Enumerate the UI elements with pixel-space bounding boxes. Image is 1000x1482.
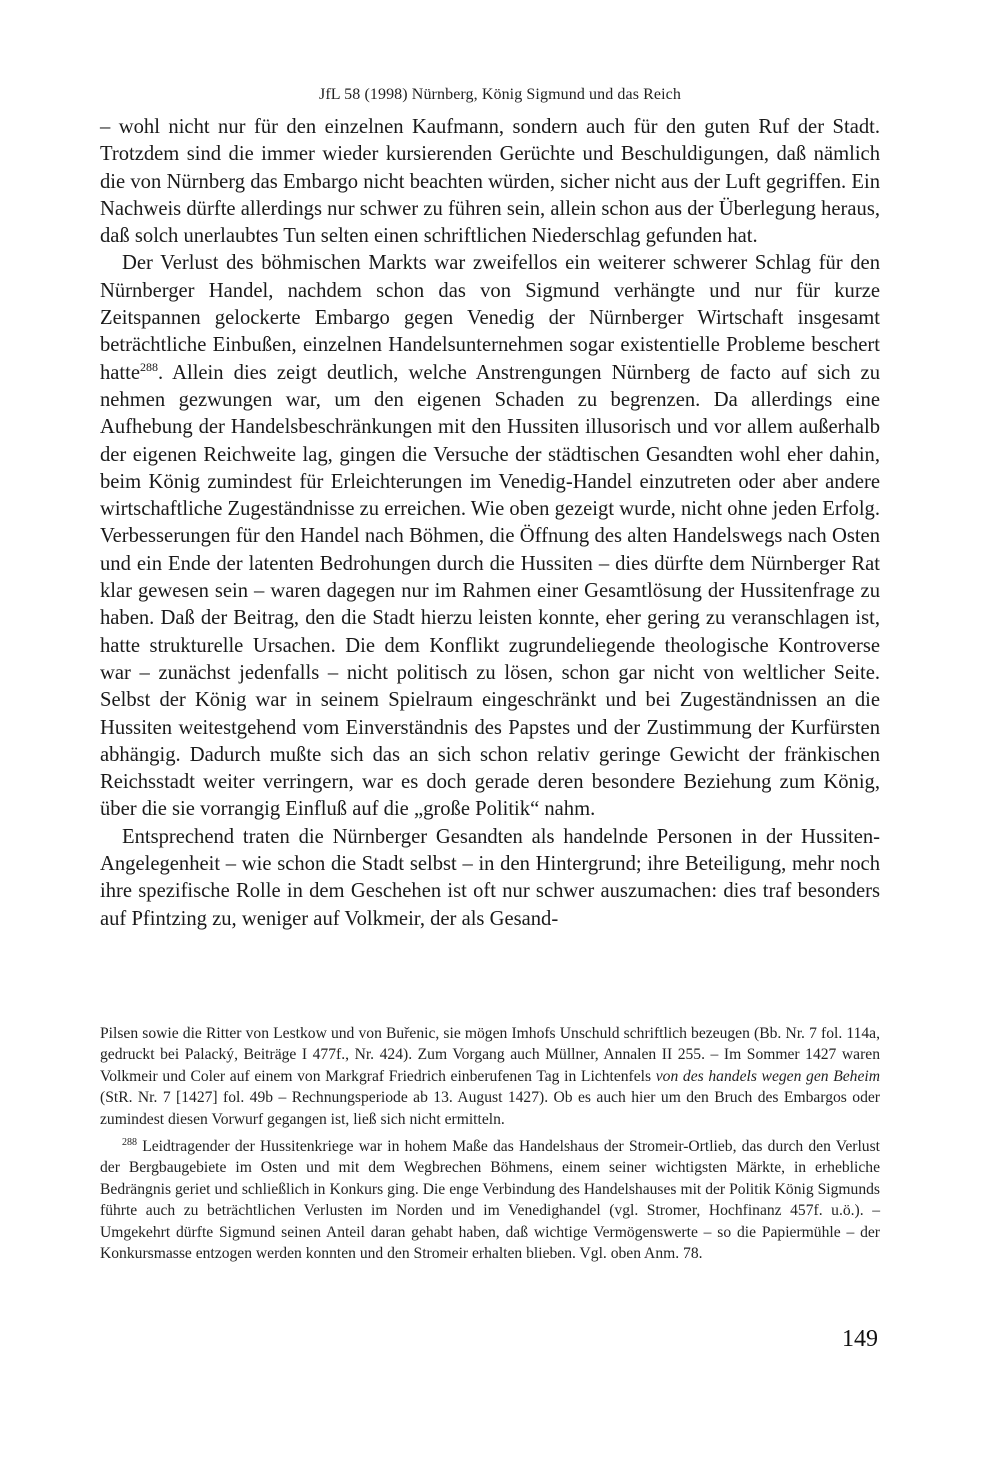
paragraph-2-part-b: . Allein dies zeigt deutlich, welche Anstrengungen Nürnberg de facto auf sich zu nehmen gezwungen war, um den eigenen Schaden zu begrenzen. Da allerdings eine Aufhebung der Handelsbeschränkungen mit den Hussiten illusorisch und vor allem außerhalb der eigenen Reichweite lag, gingen die Versuche der städtischen Gesandten wohl eher dahin, beim König zumindest für Erleichterungen im Venedig-Handel einzutreten oder aber andere wirtschaftliche Zugeständnisse zu erreichen. Wie oben gezeigt wurde, nicht ohne jeden Erfolg. Verbesserungen für den Handel nach Böhmen, die Öffnung des alten Handelswegs nach Osten und ein Ende der latenten Bedrohungen durch die Hussiten – dies dürfte dem Nürnberger Rat klar gewesen sein – waren dagegen nur im Rahmen einer Gesamtlösung der Hussitenfrage zu haben. Daß der Beitrag, den die Stadt hierzu leisten konnte, eher gering zu veranschlagen ist, hatte strukturelle Ursachen. Die dem Konflikt zugrundeliegende theologische Kontroverse war – zunächst jedenfalls – nicht politisch zu lösen, schon gar nicht von weltlicher Seite. Selbst der König war in seinem Spielraum eingeschränkt und bei Zugeständnissen an die Hussiten weitestgehend vom Einverständnis des Papstes und der Zustimmung der Kurfürsten abhängig. Dadurch mußte sich das an sich schon relativ geringe Gewicht der fränkischen Reichsstadt weiter verringern, war es doch gerade deren besondere Beziehung zum König, über die sie vorrangig Einfluß auf die „große Politik“ nahm. xyxy=(100,361,880,821)
footnote-288-mark: 288 xyxy=(122,1136,137,1148)
footnote-288 xyxy=(100,1136,880,1264)
paragraph-3: Entsprechend traten die Nürnberger Gesandten als handelnde Personen in der Hussiten-Angelegenheit – wie schon die Stadt selbst – in den Hintergrund; ihre Beteiligung, mehr noch ihre spezifische Rolle in dem Geschehen ist oft nur schwer auszumachen: dies traf besonders auf Pfintzing zu, weniger auf Volkmeir, der als Gesand- xyxy=(100,825,880,930)
running-head: JfL 58 (1998) Nürnberg, König Sigmund und das Reich xyxy=(319,86,681,103)
paragraph-2-part-a: Der Verlust des böhmischen Markts war zweifellos ein weiterer schwerer Schlag für den Nürnberger Handel, nachdem schon das von Sigmund verhängte und nur für kurze Zeitspannen gelockerte Embargo gegen Venedig der Nürnberger Wirtschaft insgesamt beträchtliche Einbußen, einzelnen Handelsunternehmen sogar existentielle Probleme beschert hatte xyxy=(100,252,880,384)
main-text xyxy=(100,114,880,933)
paragraph-1: – wohl nicht nur für den einzelnen Kaufmann, sondern auch für den guten Ruf der Stadt. Trotzdem sind die immer wieder kursierenden Gerüchte und Beschuldigungen, daß nämlich die von Nürnberg das Embargo nicht beachten würden, sicher nicht aus der Luft gegriffen. Ein Nachweis dürfte allerdings nur schwer zu führen sein, allein schon aus der Überlegung heraus, daß solch unerlaubtes Tun selten einen schriftlichen Niederschlag gefunden hat. xyxy=(100,116,880,248)
footnote-287-continued xyxy=(100,1023,880,1130)
paragraph-2 xyxy=(100,250,880,823)
footnote-287-part-b: (StR. Nr. 7 [1427] fol. 49b – Rechnungsperiode ab 13. August 1427). Ob es auch hier um den Bruch des Embargos oder zumindest diesen Vorwurf gegangen ist, ließ sich nicht ermitteln. xyxy=(100,1089,880,1128)
page-number: 149 xyxy=(842,1326,878,1352)
footnote-288-text: Leidtragender der Hussitenkriege war in hohem Maße das Handelshaus der Stromeir-Ortlieb, das durch den Verlust der Bergbaugebiete im Osten und mit dem Wegbrechen Böhmens, einem seiner wichtigsten Märkte, in erhebliche Bedrängnis geriet und schließlich in Konkurs ging. Die enge Verbindung des Handelshauses mit der Politik König Sigmunds führte auch zu beträchtlichen Verlusten im Norden und im Venedighandel (vgl. Stromer, Hochfinanz 457f. u.ö.). – Umgekehrt dürfte Sigmund seinen Anteil daran gehabt haben, daß wichtige Vermögenswerte – so die Papiermühle – der Konkursmasse entzogen werden konnten und den Stromeir erhalten blieben. Vgl. oben Anm. 78. xyxy=(100,1138,880,1263)
footnote-287-quote: von des handels wegen gen Beheim xyxy=(655,1067,880,1085)
footnote-reference-288[interactable]: 288 xyxy=(140,359,159,374)
footnote-287-part-a: Pilsen sowie die Ritter von Lestkow und von Buřenic, sie mögen Imhofs Unschuld schriftlich bezeugen (Bb. Nr. 7 fol. 114a, gedruckt bei Palacký, Beiträge I 477f., Nr. 424). Zum Vorgang auch Müllner, Annalen II 255. – Im Sommer 1427 waren Volkmeir und Coler auf einem von Markgraf Friedrich einberufenen Tag in Lichtenfels xyxy=(100,1025,880,1085)
footnotes xyxy=(100,1023,880,1264)
